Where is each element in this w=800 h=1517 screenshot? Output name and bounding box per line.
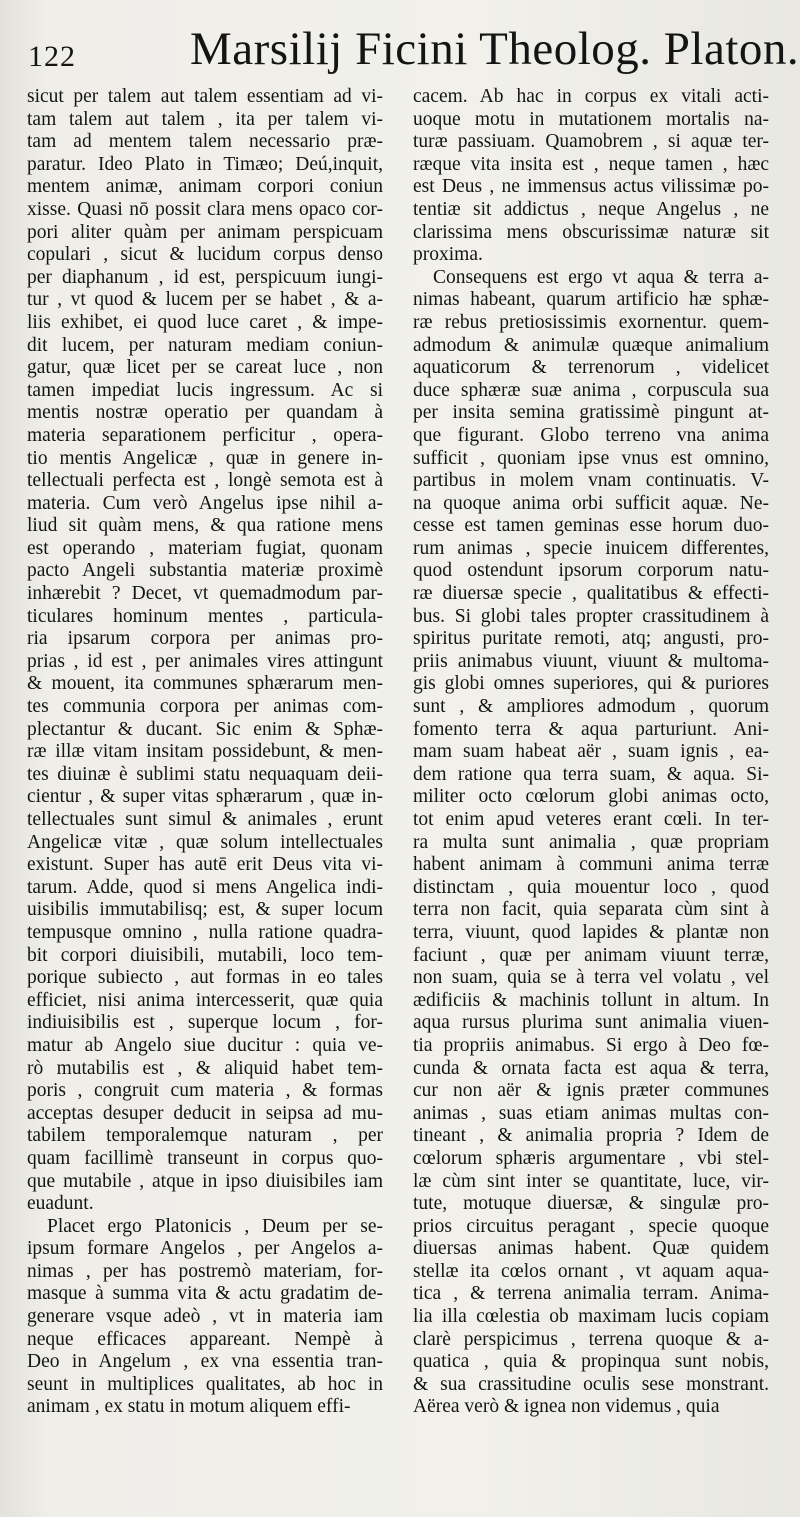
text-line: sunt , & ampliores admodum , quorum	[413, 696, 769, 718]
text-line: gatur, quæ licet per se careat luce , non	[27, 357, 383, 379]
text-line: terra, viuunt, quod lapides & plantæ non	[413, 921, 769, 943]
text-line: na quoque anima orbi sufficit aquæ. Ne-	[413, 492, 769, 514]
text-line: ræque vita insita est , neque tamen , hæc	[413, 153, 769, 175]
text-line: tempusque omnino , nulla ratione quadra-	[27, 921, 383, 943]
text-line: Placet ergo Platonicis , Deum per se-	[47, 1215, 383, 1237]
text-line: tes diuinæ è sublimi statu nequaquam deii-	[27, 763, 383, 785]
text-line: fomento terra & aqua parturiunt. Ani-	[413, 718, 769, 740]
text-line: paratur. Ideo Plato in Timæo; Deú,inquit,	[27, 153, 383, 175]
text-line: sicut per talem aut talem essentiam ad vi-	[27, 86, 383, 107]
text-line: pacto Angeli substantia materiæ proximè	[27, 560, 383, 582]
text-line: tia propriis animabus. Si ergo à Deo fœ-	[413, 1034, 769, 1056]
text-line: gis globi omnes superiores, qui & puriores	[413, 673, 769, 695]
text-line: existunt. Super has autē erit Deus vita vi-	[27, 854, 383, 876]
text-line: cientur , & super vitas sphærarum , quæ in-	[27, 786, 383, 808]
text-line: terra non facit, quia separata cùm sint à	[413, 899, 769, 921]
text-line: priis animabus viuunt, viuunt & multoma-	[413, 650, 769, 672]
text-line: turæ passiuam. Quamobrem , si aquæ ter-	[413, 131, 769, 153]
text-line: prios circuitus peragant , specie quoque	[413, 1215, 769, 1237]
text-line: ræ illæ vitam insitam possidebunt, & men-	[27, 741, 383, 763]
text-line: per diaphanum , id est, perspicuum iungi-	[27, 266, 383, 288]
text-line: stellæ ita cœlos ornant , vt aquam aqua-	[413, 1260, 769, 1282]
text-line: mentis nostræ operatio per quandam à	[27, 402, 383, 424]
text-line: liis exhibet, ei quod luce caret , & impe-	[27, 311, 383, 333]
text-line: ipsum formare Angelos , per Angelos a-	[27, 1238, 383, 1260]
text-line: læ cùm sint inter se quantitate, luce, vir-	[413, 1170, 769, 1192]
text-line: duce sphæræ suæ anima , corpuscula sua	[413, 379, 769, 401]
text-line: seunt in multiplices qualitates, ab hoc in	[27, 1373, 383, 1395]
text-line: tentiæ sit addictus , neque Angelus , ne	[413, 198, 769, 220]
text-line: euadunt.	[27, 1193, 94, 1215]
text-line: cœlorum sphæris argumentare , vbi stel-	[413, 1147, 769, 1169]
text-line: materia separationem perficitur , opera-	[27, 424, 383, 446]
text-line: sufficit , quoniam ipse vnus est omnino,	[413, 447, 769, 469]
text-line: inhærebit ? Decet, vt quemadmodum par-	[27, 583, 383, 605]
text-line: matur ab Angelo siue ducitur : quia ve-	[27, 1034, 383, 1056]
text-line: tam talem aut talem , ita per talem vi-	[27, 108, 383, 130]
text-line: ticulares hominum mentes , particula-	[27, 605, 383, 627]
text-line: partibus in molem vnam continuatis. V-	[413, 470, 769, 492]
text-line: lia illa cœlestia ob maximam lucis copiam	[413, 1306, 769, 1328]
text-line: mam suam habeat aër , suam ignis , ea-	[413, 741, 769, 763]
text-line: animam , ex statu in motum aliquem effi-	[27, 1396, 351, 1418]
text-line: tellectuales sunt simul & animales , erunt	[27, 809, 383, 830]
text-line: tute, motuque diuersæ, & singulæ pro-	[413, 1193, 769, 1215]
text-line: tellectuali perfecta est , longè semota est à	[27, 470, 383, 492]
text-line: & mouent, ita communes sphærarum men-	[27, 673, 383, 695]
text-line: clarissima mens obscurissimæ naturæ sit	[413, 221, 769, 243]
text-line: rum animas , specie inuicem differentes,	[413, 537, 769, 559]
text-line: efficiet, nisi anima intercesserit, quæ quia	[27, 989, 383, 1011]
text-line: ra multa sunt animalia , quæ propriam	[413, 831, 769, 853]
text-line: faciunt , quæ per animam viuunt terræ,	[413, 944, 769, 966]
text-line: ræ rebus pretiosissimis exornentur. quem-	[413, 311, 769, 333]
text-line: plectantur & ducant. Sic enim & Sphæ-	[27, 718, 383, 740]
text-line: tur , vt quod & lucem per se habet , & a-	[27, 289, 383, 311]
text-line: Aërea verò & ignea non videmus , quia	[413, 1396, 720, 1418]
text-line: acceptas desuper deducit in seipsa ad mu-	[27, 1102, 383, 1124]
text-line: distinctam , quia mouentur loco , quod	[413, 876, 769, 898]
text-line: rò mutabilis est , & aliquid habet tem-	[27, 1057, 383, 1079]
page-number: 122	[28, 40, 76, 73]
text-line: cunda & ornata facta est aqua & terra,	[413, 1057, 769, 1079]
text-line: Consequens est ergo vt aqua & terra a-	[433, 266, 769, 288]
text-line: ria ipsarum corpora per animas pro-	[27, 628, 383, 650]
text-line: clarè perspicimus , terrena quoque & a-	[413, 1328, 769, 1350]
text-line: tineant , & animalia propria ? Idem de	[413, 1125, 769, 1147]
text-line: que mutabile , atque in ipso diuisibiles iam	[27, 1170, 383, 1192]
text-line: indiuisibilis est , superque locum , for-	[27, 1012, 383, 1034]
text-line: dit lucem, per naturam mediam coniun-	[27, 334, 383, 356]
text-line: est operando , materiam fugiat, quonam	[27, 537, 383, 559]
text-line: pori aliter quàm per animam perspicuam	[27, 221, 383, 243]
text-line: tabilem temporalemque naturam , per	[27, 1125, 383, 1147]
text-line: bus. Si globi tales propter crassitudinem à	[413, 605, 769, 627]
right-text-column	[413, 86, 769, 1419]
text-line: materia. Cum verò Angelus ipse nihil a-	[27, 492, 383, 514]
text-line: cesse est tamen geminas esse horum duo-	[413, 515, 769, 537]
running-title: Marsilij Ficini Theolog. Platon.	[190, 23, 800, 75]
text-line: mentem animæ, animam corpori coniun	[27, 176, 383, 198]
text-line: tica , & terrena animalia terram. Anima-	[413, 1283, 769, 1305]
text-line: liud sit quàm mens, & qua ratione mens	[27, 515, 383, 537]
text-line: habent animam à communi anima terræ	[413, 854, 769, 876]
text-line: Deo in Angelum , ex vna essentia tran-	[27, 1351, 383, 1373]
text-line: quam facillimè transeunt in corpus quo-	[27, 1147, 383, 1169]
text-line: animas , suas etiam animas multas con-	[413, 1102, 769, 1124]
text-line: uoque motu in mutationem mortalis na-	[413, 108, 769, 130]
text-line: aqua rursus plurima sunt animalia viuen-	[413, 1012, 769, 1034]
text-line: admodum & animulæ quæque animalium	[413, 334, 769, 356]
text-line: tam ad mentem talem necessario præ-	[27, 131, 383, 153]
page-header	[22, 14, 800, 84]
text-line: spiritus puritate remoti, atq; angusti, pro-	[413, 628, 769, 650]
text-line: uisibilis immutabilisq; est, & super locum	[27, 899, 383, 921]
text-line: diuersas animas habent. Quæ quidem	[413, 1238, 769, 1260]
text-line: tio mentis Angelicæ , quæ in genere in-	[27, 447, 383, 469]
text-line: cur non aër & ignis præter communes	[413, 1080, 769, 1102]
text-line: prias , id est , per animales vires attingunt	[27, 650, 383, 672]
text-line: per insita semina gratissimè pingunt at-	[413, 402, 769, 424]
text-line: militer octo cœlorum globi animas octo,	[413, 786, 769, 808]
text-line: copulari , sicut & lucidum corpus denso	[27, 244, 383, 266]
left-text-column	[27, 86, 383, 1419]
text-line: & sua crassitudine oculis sese monstrant.	[413, 1373, 769, 1395]
text-line: cacem. Ab hac in corpus ex vitali acti-	[413, 86, 769, 107]
text-line: non suam, quia se à terra vel volatu , vel	[413, 967, 769, 989]
text-line: Angelicæ vitæ , quæ solum intellectuales	[27, 831, 383, 853]
text-line: aquaticorum & terrenorum , videlicet	[413, 357, 769, 379]
text-line: quod ostendunt ipsorum corporum natu-	[413, 560, 769, 582]
text-line: tot enim apud veteres erant cœli. In ter-	[413, 809, 769, 830]
text-line: nimas , per has postremò materiam, for-	[27, 1260, 383, 1282]
text-line: generare vsque adeò , vt in materia iam	[27, 1306, 383, 1328]
text-line: xisse. Quasi nō possit clara mens opaco cor-	[27, 198, 383, 220]
text-line: masque à summa vita & actu gradatim de-	[27, 1283, 383, 1305]
text-line: neque efficaces appareant. Nempè à	[27, 1328, 383, 1350]
text-line: nimas habeant, quarum artificio hæ sphæ-	[413, 289, 769, 311]
text-line: quatica , quia & propinqua sunt nobis,	[413, 1351, 769, 1373]
text-line: tamen impediat lucis ingressum. Ac si	[27, 379, 383, 401]
text-line: que figurant. Globo terreno vna anima	[413, 424, 769, 446]
text-line: tarum. Adde, quod si mens Angelica indi-	[27, 876, 383, 898]
text-line: poris , congruit cum materia , & formas	[27, 1080, 383, 1102]
text-line: dem ratione qua terra suam, & aqua. Si-	[413, 763, 769, 785]
text-line: ræ diuersæ specie , qualitatibus & effecti-	[413, 583, 769, 605]
text-line: ædificiis & machinis tollunt in altum. In	[413, 989, 769, 1011]
text-line: est Deus , ne immensus actus vilissimæ po-	[413, 176, 769, 198]
text-line: proxima.	[413, 244, 483, 266]
text-line: bit corpori diuisibili, mutabili, loco tem-	[27, 944, 383, 966]
text-line: tes communia corpora per animas com-	[27, 696, 383, 718]
text-line: porique subiecto , aut formas in eo tales	[27, 967, 383, 989]
